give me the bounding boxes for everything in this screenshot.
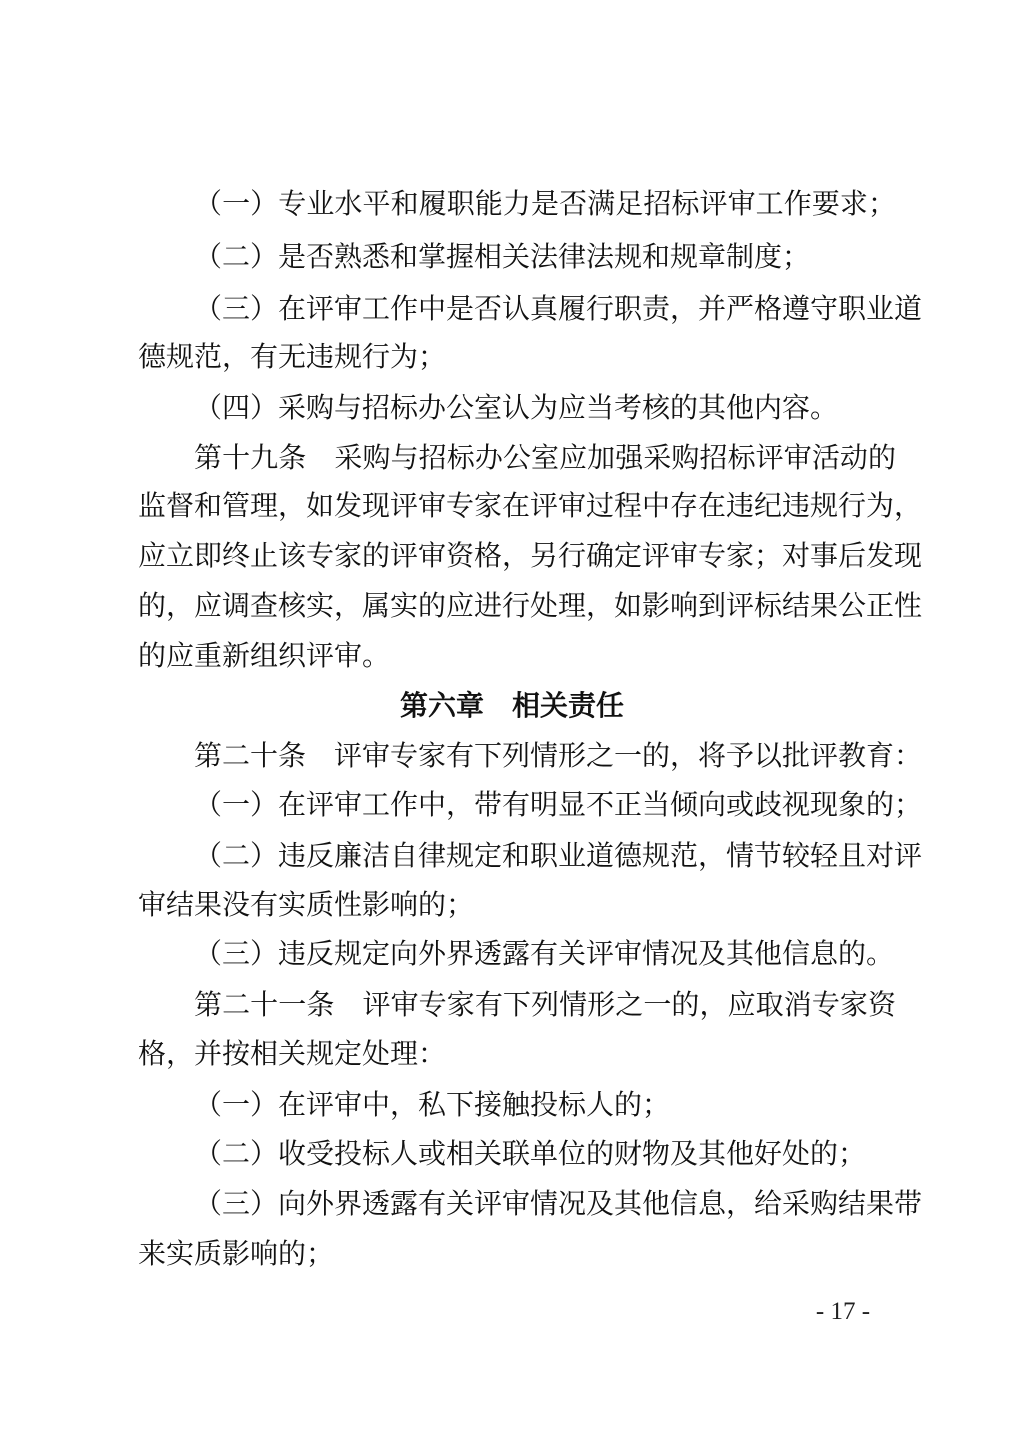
text-line [0,1178,1024,1230]
clause-item: （二）违反廉洁自律规定和职业道德规范，情节较轻且对评 [194,839,923,872]
clause-item: （二）是否熟悉和掌握相关法律法规和规章制度； [194,240,811,273]
text-line [0,331,1024,383]
text-line [0,779,1024,831]
article-paragraph: 的，应调查核实，属实的应进行处理，如影响到评标结果公正性 [138,589,923,622]
clause-item: （三）在评审工作中是否认真履行职责，并严格遵守职业道 [194,292,923,325]
text-line [0,231,1024,283]
text-line [0,979,1024,1031]
text-line [0,730,1024,782]
text-line [0,1028,1024,1080]
article-paragraph: 应立即终止该专家的评审资格，另行确定评审专家；对事后发现 [138,539,923,572]
article-paragraph: 第十九条 采购与招标办公室应加强采购招标评审活动的 [194,441,896,474]
text-line [0,830,1024,882]
text-line [0,530,1024,582]
article-paragraph: 的应重新组织评审。 [138,639,391,672]
clause-item: （一）在评审工作中，带有明显不正当倾向或歧视现象的； [194,788,923,821]
article-paragraph: 格，并按相关规定处理： [138,1037,447,1070]
clause-item: （三）向外界透露有关评审情况及其他信息，给采购结果带 [194,1187,923,1220]
page-number: - 17 - [815,1298,871,1325]
text-line [0,283,1024,335]
text-line [0,928,1024,980]
clause-item: （三）违反规定向外界透露有关评审情况及其他信息的。 [194,937,895,970]
text-line [0,879,1024,931]
text-line [0,178,1024,230]
text-line [0,580,1024,632]
article-paragraph: 第二十条 评审专家有下列情形之一的，将予以批评教育： [194,739,923,772]
text-line [0,480,1024,532]
clause-item: （一）在评审中，私下接触投标人的； [194,1088,671,1121]
clause-item: （一）专业水平和履职能力是否满足招标评审工作要求； [194,187,896,220]
chapter-heading: 第六章 相关责任 [399,689,624,722]
clause-item: （二）收受投标人或相关联单位的财物及其他好处的； [194,1137,867,1170]
clause-continuation: 审结果没有实质性影响的； [138,888,475,921]
clause-continuation: 来实质影响的； [138,1237,335,1270]
text-line [0,630,1024,682]
article-paragraph: 监督和管理，如发现评审专家在评审过程中存在违纪违规行为， [138,489,923,522]
article-paragraph: 第二十一条 评审专家有下列情形之一的，应取消专家资 [194,988,896,1021]
text-line [0,1228,1024,1280]
text-line [0,1128,1024,1180]
text-line [0,1079,1024,1131]
text-line [0,432,1024,484]
clause-continuation: 德规范，有无违规行为； [138,340,447,373]
clause-item: （四）采购与招标办公室认为应当考核的其他内容。 [194,391,839,424]
text-line [0,382,1024,434]
